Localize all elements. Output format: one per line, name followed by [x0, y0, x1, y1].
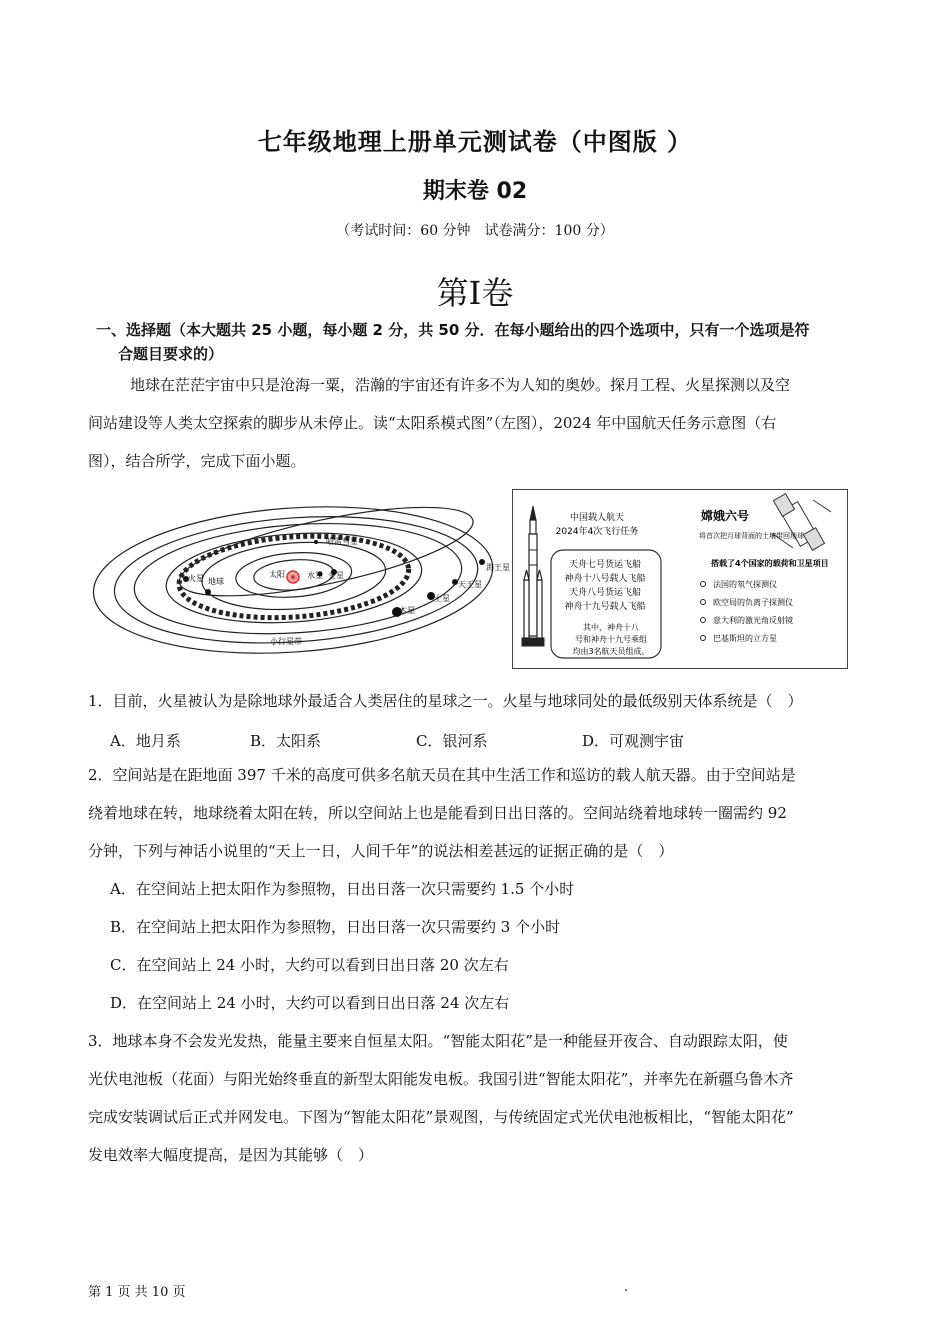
asteroid-label: 小行星带 — [270, 637, 302, 646]
section-heading — [96, 318, 876, 366]
mission-note-2: 号和神舟十九号乘组 — [575, 635, 647, 644]
question-1-option-a[interactable]: A．地月系 — [110, 732, 181, 750]
mission-item-4: 神舟十九号载人飞船 — [564, 602, 646, 612]
question-1-option-b[interactable]: B．太阳系 — [250, 732, 322, 750]
page-number: 第 1 页 共 10 页 — [88, 1285, 186, 1300]
neptune-icon — [479, 559, 485, 565]
comet-icon — [314, 540, 318, 544]
comet-label: 哈雷彗星 — [326, 537, 358, 546]
jupiter-label: 木星 — [399, 606, 415, 615]
question-2-option-a[interactable]: A．在空间站上把太阳作为参照物，日出日落一次只需要约 1.5 个小时 — [110, 880, 575, 898]
payload-item-4: 巴基斯坦的立方星 — [713, 634, 777, 643]
payload-item-2: 欧空局的负离子探测仪 — [713, 598, 793, 607]
mission-title-1: 中国载人航天 — [569, 513, 625, 523]
page-subtitle: 期末卷 02 — [422, 179, 528, 204]
mission-item-2: 神舟十八号载人飞船 — [564, 574, 646, 584]
question-3-line4: 发电效率大幅度提高，是因为其能够（ ） — [88, 1146, 374, 1164]
space-station-icon — [773, 494, 831, 551]
section-heading-line1: 一、选择题（本大题共 25 小题，每小题 2 分，共 50 分．在每小题给出的四个选项中，只有一个选项是符 — [96, 321, 810, 339]
earth-label: 地球 — [208, 577, 224, 586]
space-mission-figure — [512, 489, 848, 669]
intro-line3: 图），结合所学，完成下面小题。 — [88, 452, 306, 470]
intro-line2: 间站建设等人类太空探索的脚步从未停止。读“太阳系模式图”（左图），2024 年中国航天任务示意图（右 — [88, 414, 777, 432]
question-2-stem — [88, 756, 868, 870]
question-3-line2: 光伏电池板（花面）与阳光始终垂直的新型太阳能发电板。我国引进“智能太阳花”，并率先在新疆乌鲁木齐 — [88, 1070, 794, 1088]
question-2-option-b[interactable]: B．在空间站上把太阳作为参照物，日出日落一次只需要约 3 个小时 — [110, 918, 561, 936]
question-2-line1: 2．空间站是在距地面 397 千米的高度可供多名航天员在其中生活工作和巡访的载人航天器。由于空间站是 — [88, 766, 796, 784]
mars-label: 火星 — [188, 574, 204, 583]
mission-note-1: 其中，神舟十八 — [583, 623, 639, 632]
mission-title-2: 2024年4次飞行任务 — [555, 527, 639, 537]
mission-item-1: 天舟七号货运飞船 — [568, 560, 642, 570]
sun-label: 太阳 — [269, 570, 285, 579]
mission-note-3: 均由3名航天员组成。 — [572, 647, 650, 656]
change6-subtitle: 将首次把月球背面的土壤带回地球 — [699, 532, 804, 540]
footer-dot: . — [624, 1280, 629, 1295]
question-1-options — [110, 722, 870, 760]
earth-icon — [205, 589, 211, 595]
question-3-line3: 完成安装调试后正式并网发电。下图为“智能太阳花”景观图，与传统固定式光伏电池板相比，“智能太阳花” — [88, 1108, 794, 1126]
venus-label: 金星 — [328, 571, 344, 580]
volume-heading: 第I卷 — [436, 274, 514, 312]
saturn-label: 土星 — [434, 594, 450, 603]
payload-item-3: 意大利的激光角反射镜 — [713, 616, 793, 625]
question-2-line3: 分钟，下列与神话小说里的“天上一日，人间千年”的说法相差甚远的证据正确的是（ ） — [88, 842, 674, 860]
mission-item-3: 天舟八号货运飞船 — [568, 588, 642, 598]
exam-info: （考试时间：60 分钟 试卷满分：100 分） — [336, 223, 614, 239]
question-1-stem: 1．目前，火星被认为是除地球外最适合人类居住的星球之一。火星与地球同处的最低级别天体系统是（ ） — [88, 692, 803, 710]
section-heading-line2: 合题目要求的） — [118, 345, 224, 363]
question-3-stem — [88, 1022, 868, 1174]
question-1-option-c[interactable]: C．银河系 — [416, 732, 488, 750]
question-1-option-d[interactable]: D．可观测宇宙 — [582, 732, 685, 750]
intro-paragraph — [88, 366, 868, 480]
uranus-label: 天王星 — [458, 580, 482, 589]
rocket-icon — [522, 506, 544, 646]
change6-title: 嫦娥六号 — [701, 509, 750, 523]
neptune-label: 海王星 — [486, 563, 510, 572]
payload-item-1: 法国的氡气探测仪 — [713, 580, 777, 589]
question-2-option-c[interactable]: C．在空间站上 24 小时，大约可以看到日出日落 20 次左右 — [110, 956, 509, 974]
payload-title: 搭载了4个国家的载荷和卫星项目 — [711, 559, 829, 568]
question-2-option-d[interactable]: D．在空间站上 24 小时，大约可以看到日出日落 24 次左右 — [110, 994, 510, 1012]
mercury-label: 水星 — [307, 571, 323, 580]
page-title: 七年级地理上册单元测试卷（中图版 ） — [257, 128, 693, 156]
question-2-line2: 绕着地球在转，地球绕着太阳在转，所以空间站上也是能看到日出日落的。空间站绕着地球转一圈需约 92 — [88, 804, 787, 822]
solar-system-figure — [88, 484, 510, 674]
question-3-line1: 3．地球本身不会发光发热，能量主要来自恒星太阳。“智能太阳花”是一种能昼开夜合、自动跟踪太阳，使 — [88, 1032, 788, 1050]
intro-line1: 地球在茫茫宇宙中只是沧海一粟，浩瀚的宇宙还有许多不为人知的奥妙。探月工程、火星探测以及空 — [130, 376, 791, 394]
